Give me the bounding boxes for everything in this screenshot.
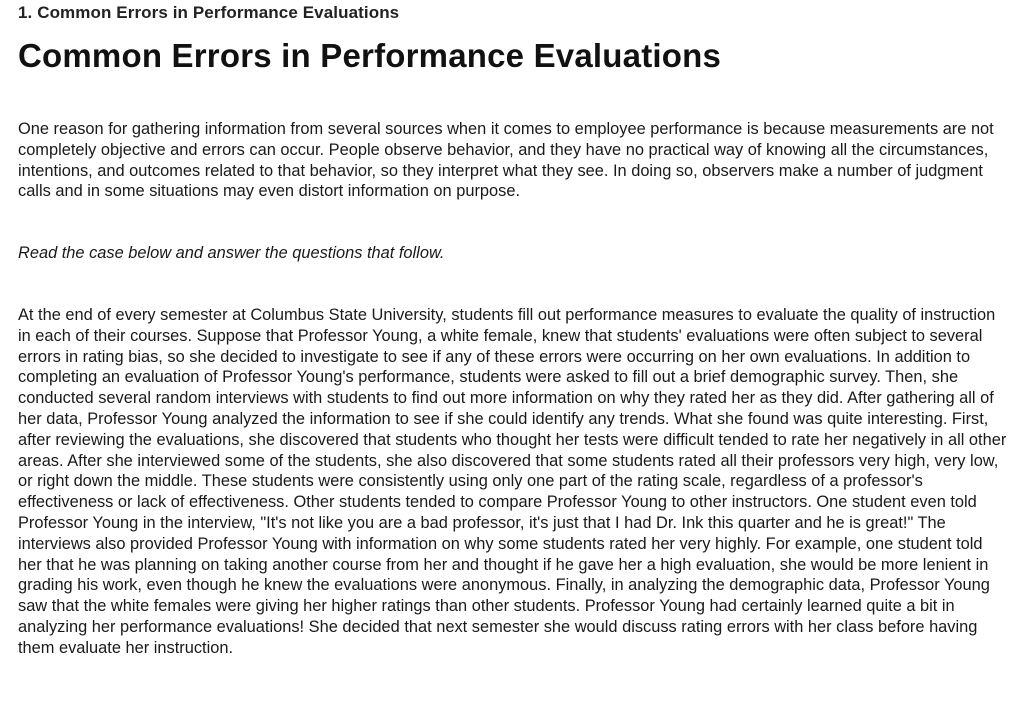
intro-paragraph: One reason for gathering information from several sources when it comes to employee performance is because measurements are not completely objective and errors can occur. People observe behavior, and they have no practical way of knowing all the circumstances, intentions, and outcomes related to that behavior, so they interpret what they see. In doing so, observers make a number of judgment calls and in some situations may even distort information on purpose.: [18, 120, 994, 201]
case-paragraph: At the end of every semester at Columbus State University, students fill out performance measures to evaluate the quality of instruction in each of their courses. Suppose that Professor Young, a white female, knew that students' evaluations were often subject to several errors in rating bias, so she decided to investigate to see if any of these errors were occurring on her own evaluations. In addition to completing an evaluation of Professor Young's performance, students were asked to fill out a brief demographic survey. Then, she conducted several random interviews with students to find out more information on why they rated her as they did. After gathering all of her data, Professor Young analyzed the information to see if she could identify any trends. What she found was quite interesting. First, after reviewing the evaluations, she discovered that students who thought her tests were difficult tended to rate her negatively in all other areas. After she interviewed some of the students, she also discovered that some students rated all their professors very high, very low, or right down the middle. These students were consistently using only one part of the rating scale, regardless of a professor's effectiveness or lack of effectiveness. Other students tended to compare Professor Young to other instructors. One student even told Professor Young in the interview, "It's not like you are a bad professor, it's just that I had Dr. Ink this quarter and he is great!" The interviews also provided Professor Young with information on why some students rated her very highly. For example, one student told her that he was planning on taking another course from her and thought if he gave her a high evaluation, she would be more lenient in grading his work, even though he knew the evaluations were anonymous. Finally, in analyzing the demographic data, Professor Young saw that the white females were giving her higher ratings than other students. Professor Young had certainly learned quite a bit in analyzing her performance evaluations! She decided that next semester she would discuss rating errors with her class before having them evaluate her instruction.: [18, 305, 1007, 657]
instruction-text: Read the case below and answer the questions that follow.: [18, 244, 445, 263]
document-page: [18, 0, 1008, 659]
section-label: 1. Common Errors in Performance Evaluations: [18, 3, 400, 22]
page-title: Common Errors in Performance Evaluations: [18, 37, 722, 74]
